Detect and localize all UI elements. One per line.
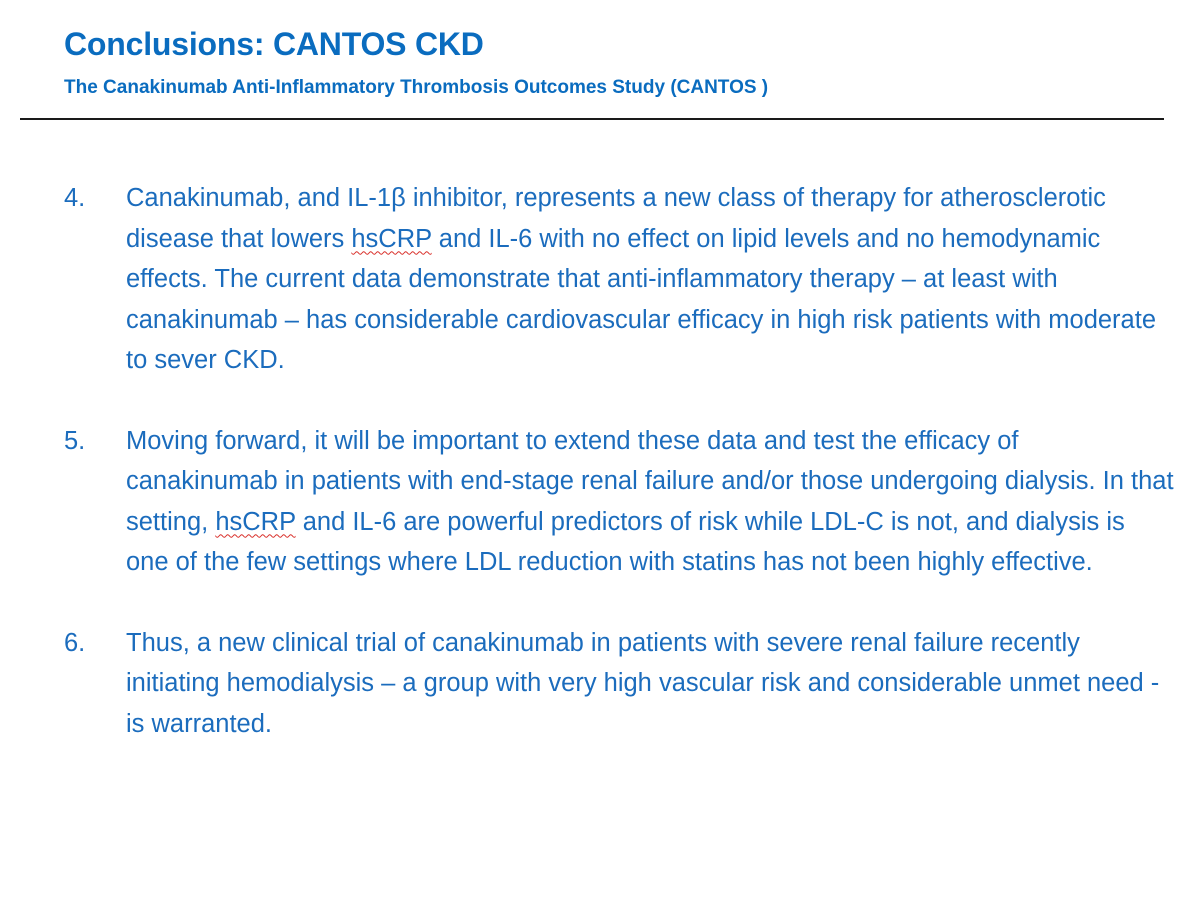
item-text-part: Moving forward, it will be important to extend these data and test the efficacy of canakinumab in patients with end-stage renal failure and/or those undergoing dialysis. In that setting,	[126, 426, 1174, 536]
item-text	[126, 623, 1174, 745]
conclusion-item-4	[64, 178, 1174, 381]
item-number: 4.	[64, 184, 86, 212]
item-text	[126, 421, 1174, 583]
item-text-part: and IL-6 with no effect on lipid levels and no hemodynamic effects. The current data demonstrate that anti-inflammatory therapy – at least with canakinumab – has considerable cardiovascular efficacy in high risk patients with moderate to sever CKD.	[126, 224, 1156, 374]
item-text-part: and IL-6 are powerful predictors of risk while LDL-C is not, and dialysis is one of the few settings where LDL reduction with statins has not been highly effective.	[126, 507, 1125, 576]
spellcheck-flagged-word: hsCRP	[351, 224, 432, 253]
conclusion-item-6	[64, 623, 1174, 745]
slide-subtitle: The Canakinumab Anti-Inflammatory Thrombosis Outcomes Study (CANTOS )	[64, 77, 769, 98]
item-number: 5.	[64, 426, 86, 455]
item-text-part: Thus, a new clinical trial of canakinumab in patients with severe renal failure recently initiating hemodialysis – a group with very high vascular risk and considerable unmet need - is warranted.	[126, 628, 1160, 738]
slide-title: Conclusions: CANTOS CKD	[64, 26, 484, 62]
item-text	[126, 178, 1174, 381]
conclusion-item-5	[64, 421, 1174, 583]
conclusion-list	[64, 178, 1174, 784]
item-number: 6.	[64, 628, 86, 657]
item-text-part: Canakinumab, and IL-1β inhibitor, represents a new class of therapy for atherosclerotic disease that lowers	[126, 184, 1106, 253]
title-divider	[20, 118, 1164, 120]
spellcheck-flagged-word: hsCRP	[215, 507, 296, 536]
